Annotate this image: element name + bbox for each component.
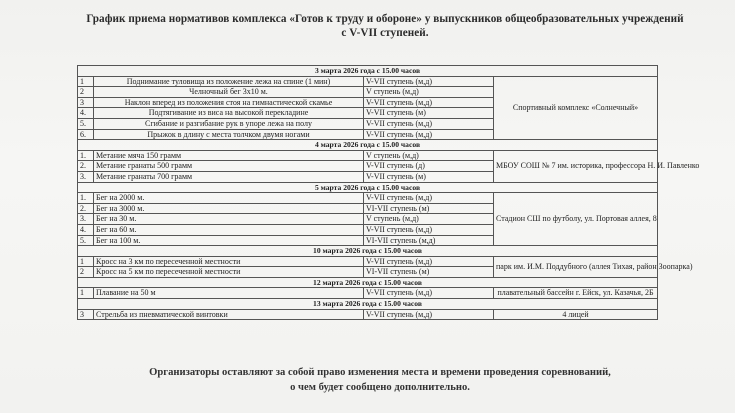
table-row (78, 76, 658, 87)
event-name: Бег на 60 м. (94, 224, 364, 235)
date-heading: 3 марта 2026 года с 15.00 часов (78, 66, 658, 77)
event-name: Метание мяча 150 грамм (94, 150, 364, 161)
stage-cell: VI-VII ступень (м) (364, 203, 494, 214)
row-number: 2. (78, 203, 94, 214)
row-number: 1. (78, 193, 94, 204)
stage-cell: V ступень (м,д) (364, 214, 494, 225)
stage-cell: VI-VII ступень (м) (364, 267, 494, 278)
event-name: Бег на 3000 м. (94, 203, 364, 214)
stage-cell: V-VII ступень (м,д) (364, 224, 494, 235)
stage-cell: V-VII ступень (м,д) (364, 256, 494, 267)
footer-note (60, 365, 700, 395)
event-name: Бег на 30 м. (94, 214, 364, 225)
row-number: 2. (78, 161, 94, 172)
event-name: Подтягивание из виса на высокой перекладине (94, 108, 364, 119)
table-row (78, 256, 658, 267)
table-row (78, 309, 658, 320)
schedule-table (77, 65, 700, 320)
row-number: 1. (78, 150, 94, 161)
date-heading: 5 марта 2026 года с 15.00 часов (78, 182, 658, 193)
date-heading: 12 марта 2026 года с 15.00 часов (78, 277, 658, 288)
stage-cell: V-VII ступень (м,д) (364, 97, 494, 108)
title-line-2: с V-VII ступеней. (341, 27, 429, 39)
row-number: 5. (78, 235, 94, 246)
stage-cell: V-VII ступень (м,д) (364, 288, 494, 299)
venue-cell: 4 лицей (494, 309, 658, 320)
stage-cell: V-VII ступень (м,д) (364, 118, 494, 129)
row-number: 2 (78, 267, 94, 278)
row-number: 6. (78, 129, 94, 140)
event-name: Метание гранаты 500 грамм (94, 161, 364, 172)
event-name: Бег на 100 м. (94, 235, 364, 246)
table-row (78, 193, 658, 204)
venue-cell: парк им. И.М. Поддубного (аллея Тихая, район Зоопарка) (494, 256, 658, 277)
stage-cell: V-VII ступень (м,д) (364, 193, 494, 204)
row-number: 1 (78, 76, 94, 87)
stage-cell: V-VII ступень (м,д) (364, 129, 494, 140)
stage-cell: V-VII ступень (м) (364, 108, 494, 119)
table-row (78, 288, 658, 299)
date-row (78, 246, 658, 257)
date-row (78, 277, 658, 288)
venue-cell: плавательный бассейн г. Ейск, ул. Казачья, 2Б (494, 288, 658, 299)
stage-cell: V-VII ступень (м) (364, 171, 494, 182)
stage-cell: V ступень (м,д) (364, 87, 494, 98)
stage-cell: VI-VII ступень (м,д) (364, 235, 494, 246)
stage-cell: V-VII ступень (м,д) (364, 309, 494, 320)
row-number: 5. (78, 118, 94, 129)
row-number: 4. (78, 108, 94, 119)
row-number: 3 (78, 97, 94, 108)
venue-cell: МБОУ СОШ № 7 им. историка, профессора Н. И. Павленко (494, 150, 658, 182)
date-row (78, 140, 658, 151)
venue-cell: Стадион СШ по футболу, ул. Портовая аллея, 8 (494, 193, 658, 246)
event-name: Поднимание туловища из положение лежа на спине (1 мин) (94, 76, 364, 87)
footer-line-1: Организаторы оставляют за собой право изменения места и времени проведения соревнований, (149, 367, 611, 378)
stage-cell: V-VII ступень (м,д) (364, 76, 494, 87)
event-name: Сгибание и разгибание рук в упоре лежа на полу (94, 118, 364, 129)
event-name: Бег на 2000 м. (94, 193, 364, 204)
event-name: Кросс на 3 км по пересеченной местности (94, 256, 364, 267)
row-number: 3 (78, 309, 94, 320)
row-number: 2 (78, 87, 94, 98)
date-row (78, 299, 658, 310)
row-number: 4. (78, 224, 94, 235)
event-name: Челночный бег 3х10 м. (94, 87, 364, 98)
title-line-1: График приема нормативов комплекса «Готов к труду и обороне» у выпускников общеобразовательных учреждений (86, 13, 684, 25)
date-heading: 10 марта 2026 года с 15.00 часов (78, 246, 658, 257)
document-title (40, 12, 730, 40)
stage-cell: V-VII ступень (д) (364, 161, 494, 172)
row-number: 3. (78, 214, 94, 225)
date-heading: 4 марта 2026 года с 15.00 часов (78, 140, 658, 151)
row-number: 3. (78, 171, 94, 182)
footer-line-2: о чем будет сообщено дополнительно. (290, 382, 470, 393)
event-name: Кросс на 5 км по пересеченной местности (94, 267, 364, 278)
event-name: Стрельба из пневматической винтовки (94, 309, 364, 320)
event-name: Наклон вперед из положения стоя на гимнастической скамье (94, 97, 364, 108)
stage-cell: V ступень (м,д) (364, 150, 494, 161)
table-row (78, 150, 658, 161)
event-name: Прыжок в длину с места толчком двумя ногами (94, 129, 364, 140)
event-name: Метание гранаты 700 грамм (94, 171, 364, 182)
date-row (78, 66, 658, 77)
date-row (78, 182, 658, 193)
event-name: Плавание на 50 м (94, 288, 364, 299)
row-number: 1 (78, 256, 94, 267)
date-heading: 13 марта 2026 года с 15.00 часов (78, 299, 658, 310)
row-number: 1 (78, 288, 94, 299)
venue-cell: Спортивный комплекс «Солнечный» (494, 76, 658, 140)
